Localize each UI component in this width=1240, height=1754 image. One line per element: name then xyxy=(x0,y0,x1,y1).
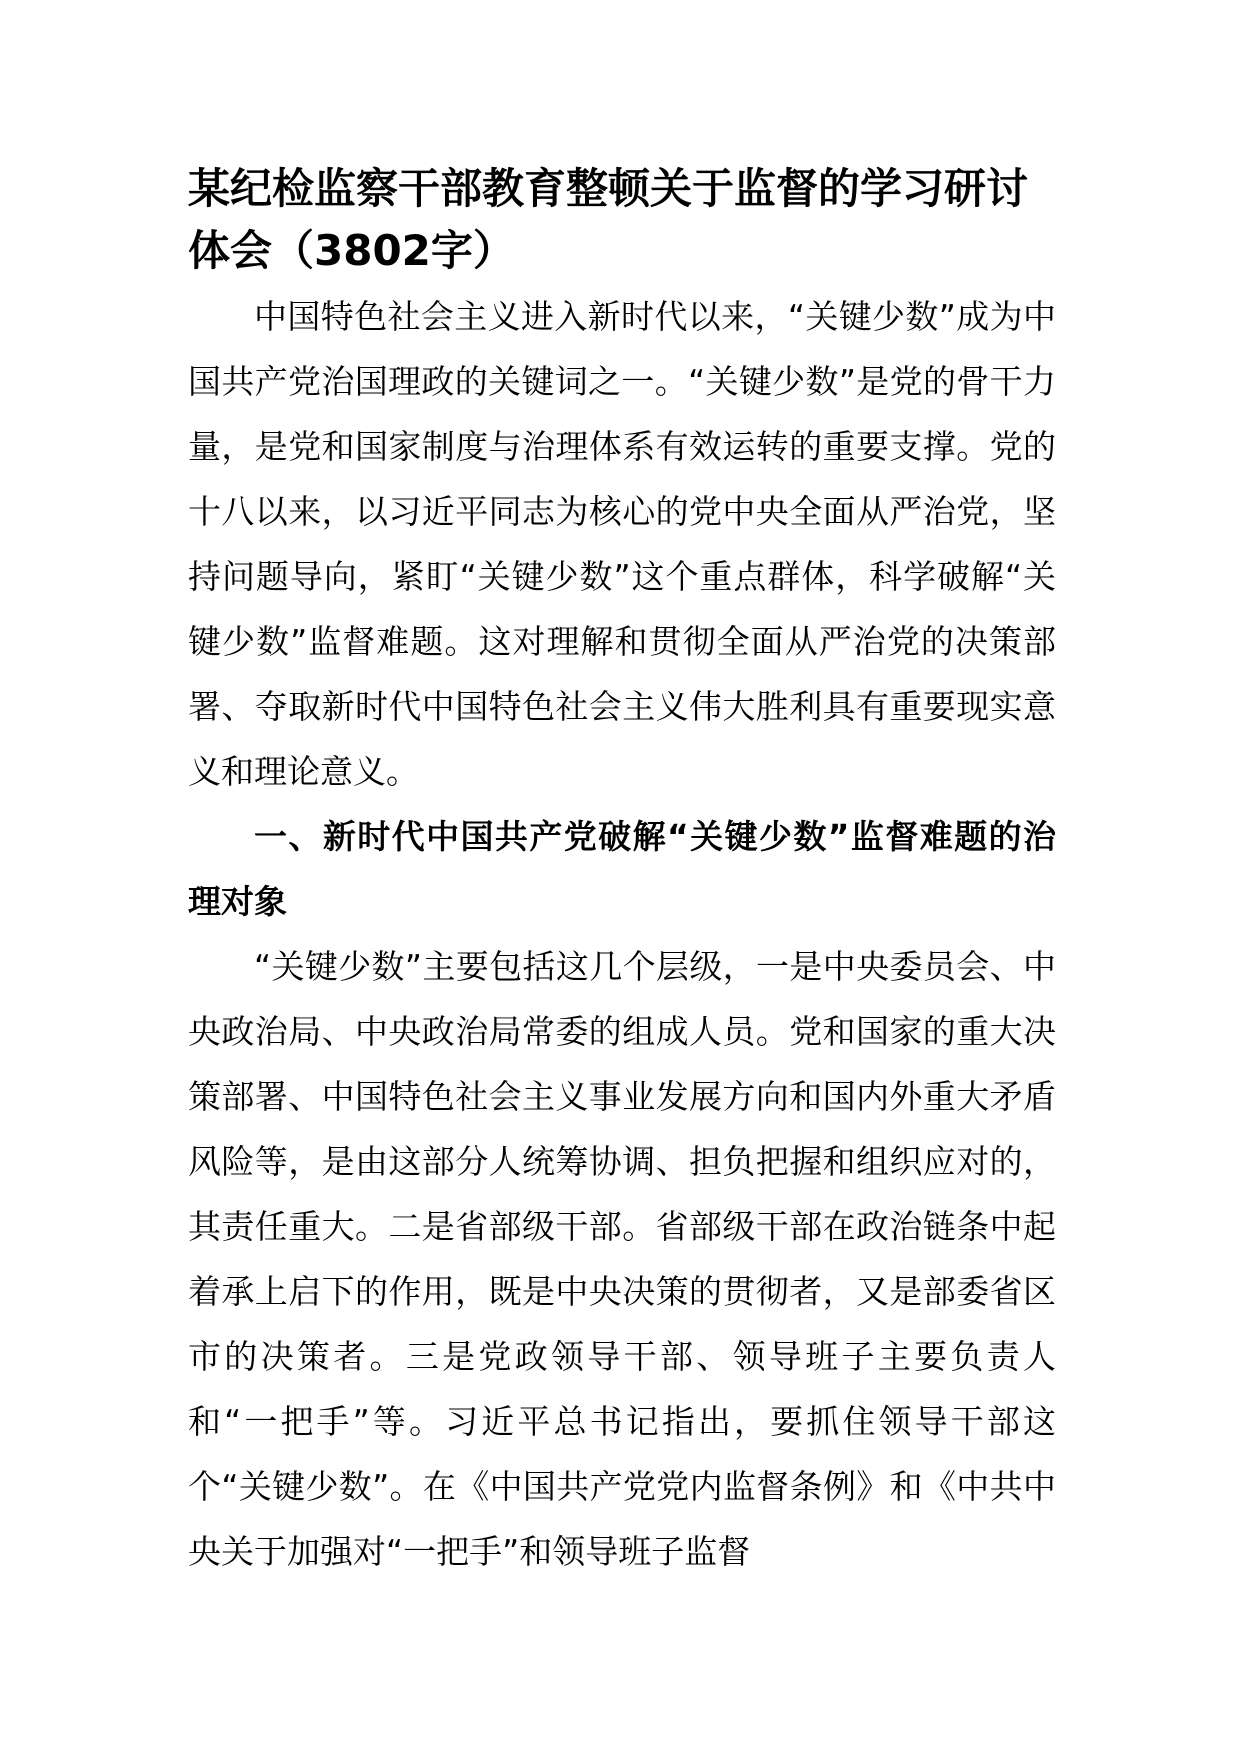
body-paragraph: “关键少数”主要包括这几个层级，一是中央委员会、中央政治局、中央政治局常委的组成人员。党和国家的重大决策部署、中国特色社会主义事业发展方向和国内外重大矛盾风险等，是由这部分人统筹协调、担负把握和组织应对的，其责任重大。二是省部级干部。省部级干部在政治链条中起着承上启下的作用，既是中央决策的贯彻者，又是部委省区市的决策者。三是党政领导干部、领导班子主要负责人和“一把手”等。习近平总书记指出，要抓住领导干部这个“关键少数”。在《中国共产党党内监督条例》和《中共中央关于加强对“一把手”和领导班子监督 xyxy=(188,947,1056,1571)
document-body xyxy=(188,158,1056,1584)
section-heading: 一、新时代中国共产党破解“关键少数”监督难题的治理对象 xyxy=(188,817,1056,921)
document-title: 某纪检监察干部教育整顿关于监督的学习研讨体会（3802字） xyxy=(188,164,1029,275)
intro-paragraph: 中国特色社会主义进入新时代以来，“关键少数”成为中国共产党治国理政的关键词之一。“关键少数”是党的骨干力量，是党和国家制度与治理体系有效运转的重要支撑。党的十八以来，以习近平同志为核心的党中央全面从严治党，坚持问题导向，紧盯“关键少数”这个重点群体，科学破解“关键少数”监督难题。这对理解和贯彻全面从严治党的决策部署、夺取新时代中国特色社会主义伟大胜利具有重要现实意义和理论意义。 xyxy=(188,297,1056,791)
